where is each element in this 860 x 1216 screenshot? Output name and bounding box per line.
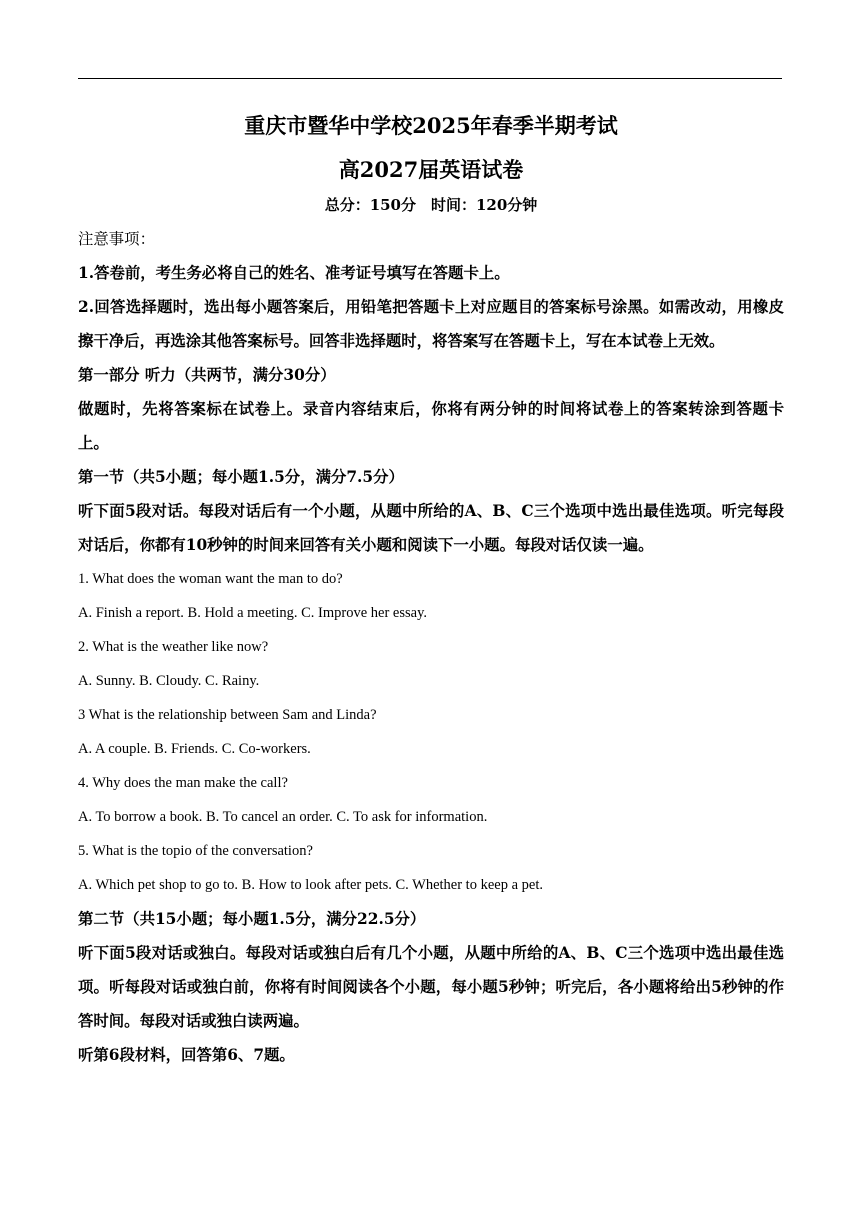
section1-heading: 第一节（共5小题；每小题1.5分，满分7.5分）: [78, 468, 404, 486]
material-prompt: 听第6段材料，回答第6、7题。: [78, 1046, 295, 1064]
question-3-options: A. A couple. B. Friends. C. Co-workers.: [78, 741, 311, 757]
notice-item-1: 1.答卷前，考生务必将自己的姓名、准考证号填写在答题卡上。: [78, 264, 510, 282]
question-4-options: A. To borrow a book. B. To cancel an order. C. To ask for information.: [78, 809, 488, 825]
question-5: 5. What is the topio of the conversation?: [78, 843, 313, 859]
question-2: 2. What is the weather like now?: [78, 639, 269, 655]
question-4: 4. Why does the man make the call?: [78, 775, 288, 791]
exam-page: [78, 112, 784, 1072]
section2-instruction: 听下面5段对话或独白。每段对话或独白后有几个小题，从题中所给的A、B、C三个选项中选出最佳选项。听每段对话或独白前，你将有时间阅读各个小题，每小题5秒钟；听完后，各小题将给出5秒钟的作答时间。每段对话或独白读两遍。: [78, 944, 784, 1030]
part1-heading: 第一部分 听力（共两节，满分30分）: [78, 366, 336, 384]
section1-instruction: 听下面5段对话。每段对话后有一个小题，从题中所给的A、B、C三个选项中选出最佳选项。听完每段对话后，你都有10秒钟的时间来回答有关小题和阅读下一小题。每段对话仅读一遍。: [78, 502, 784, 554]
question-2-options: A. Sunny. B. Cloudy. C. Rainy.: [78, 673, 260, 689]
header-rule: [78, 78, 782, 79]
section2-heading: 第二节（共15小题；每小题1.5分，满分22.5分）: [78, 910, 426, 928]
exam-subtitle: 高2027届英语试卷: [338, 157, 524, 182]
part1-instruction: 做题时，先将答案标在试卷上。录音内容结束后，你将有两分钟的时间将试卷上的答案转涂到答题卡上。: [78, 400, 784, 452]
question-1-options: A. Finish a report. B. Hold a meeting. C. Improve her essay.: [78, 605, 428, 621]
exam-title: 重庆市暨华中学校2025年春季半期考试: [244, 113, 618, 138]
notice-heading: 注意事项：: [78, 230, 155, 248]
question-3: 3 What is the relationship between Sam and Linda?: [78, 707, 377, 723]
question-1: 1. What does the woman want the man to do?: [78, 571, 343, 587]
exam-meta: 总分：150分 时间：120分钟: [324, 196, 538, 214]
question-5-options: A. Which pet shop to go to. B. How to look after pets. C. Whether to keep a pet.: [78, 877, 543, 893]
notice-item-2: 2.回答选择题时，选出每小题答案后，用铅笔把答题卡上对应题目的答案标号涂黑。如需改动，用橡皮擦干净后，再选涂其他答案标号。回答非选择题时，将答案写在答题卡上，写在本试卷上无效。: [78, 298, 784, 350]
